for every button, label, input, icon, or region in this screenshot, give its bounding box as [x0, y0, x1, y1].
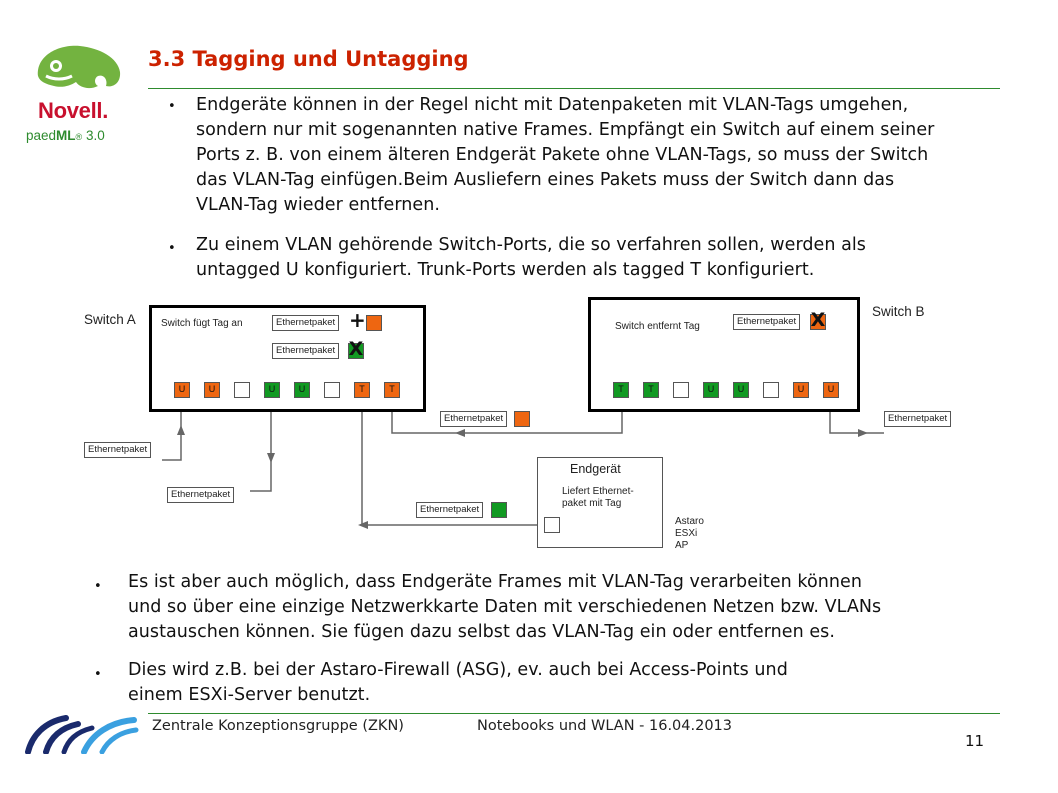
endgeraet-label: Endgerät: [570, 462, 621, 476]
paedml-strong: ML: [56, 128, 76, 143]
bullet-line: Es ist aber auch möglich, dass Endgeräte Frames mit VLAN-Tag verarbeiten können: [128, 572, 862, 592]
packet-switch-a-in: Ethernetpaket: [84, 442, 151, 458]
tag-green-endgeraet: [491, 502, 507, 518]
switch-a-port-8[interactable]: T: [384, 382, 400, 398]
packet-switch-a-out: Ethernetpaket: [167, 487, 234, 503]
x-symbol: X: [348, 338, 364, 360]
switch-a-port-7[interactable]: T: [354, 382, 370, 398]
footer-org: Zentrale Konzeptionsgruppe (ZKN): [152, 718, 404, 734]
bottom-bullet-2: [128, 658, 788, 708]
novell-wordmark: Novell.: [38, 98, 109, 123]
plus-symbol: +: [349, 308, 366, 332]
switch-b-packet: Ethernetpaket: [733, 314, 800, 330]
switch-b-port-1[interactable]: T: [613, 382, 629, 398]
bullet-dot: •: [94, 667, 102, 682]
bullet-dot: •: [168, 99, 176, 114]
bullet-line: austauschen können. Sie fügen dazu selbst das VLAN-Tag ein oder entfernen es.: [128, 622, 835, 642]
switch-a-port-4[interactable]: U: [264, 382, 280, 398]
page-number: 11: [965, 732, 985, 750]
switch-a-port-3[interactable]: [234, 382, 250, 398]
packet-switch-b-out: Ethernetpaket: [884, 411, 951, 427]
switch-a-caption: Switch fügt Tag an: [161, 318, 243, 329]
bullet-line: untagged U konfiguriert. Trunk-Ports werden als tagged T konfiguriert.: [196, 260, 815, 280]
bottom-bullet-1: [128, 570, 881, 645]
bullet-line: Endgeräte können in der Regel nicht mit Datenpaketen mit VLAN-Tags umgehen,: [196, 95, 909, 115]
paedml-wordmark: paedML® 3.0: [26, 128, 105, 143]
bullet-line: sondern nur mit sogenannten native Frames. Empfängt ein Switch auf einem seiner: [196, 120, 935, 140]
endgeraet-desc-2: paket mit Tag: [562, 498, 622, 509]
packet-trunk: Ethernetpaket: [440, 411, 507, 427]
footer-doc: Notebooks und WLAN - 16.04.2013: [477, 718, 733, 734]
device-ap: AP: [675, 540, 689, 551]
arrow-right-b8: [858, 429, 868, 437]
zkn-logo-icon: [22, 712, 142, 754]
switch-b-label: Switch B: [872, 304, 925, 319]
switch-a-port-1[interactable]: U: [174, 382, 190, 398]
switch-b-port-3[interactable]: [673, 382, 689, 398]
device-astaro: Astaro: [675, 516, 704, 527]
bullet-line: das VLAN-Tag einfügen.Beim Ausliefern eines Pakets muss der Switch dann das: [196, 170, 895, 190]
bullet-line: Ports z. B. von einem älteren Endgerät Pakete ohne VLAN-Tags, so muss der Switch: [196, 145, 929, 165]
switch-a-port-2[interactable]: U: [204, 382, 220, 398]
switch-a-port-5[interactable]: U: [294, 382, 310, 398]
switch-b-caption: Switch entfernt Tag: [615, 321, 700, 332]
endgeraet-port[interactable]: [544, 517, 560, 533]
device-esxi: ESXi: [675, 528, 698, 539]
bullet-line: und so über eine einzige Netzwerkkarte Daten mit verschiedenen Netzen bzw. VLANs: [128, 597, 882, 617]
device-list: [675, 516, 704, 552]
switch-b-port-2[interactable]: T: [643, 382, 659, 398]
bullet-line: einem ESXi-Server benutzt.: [128, 685, 371, 705]
bullet-line: Zu einem VLAN gehörende Switch-Ports, die so verfahren sollen, werden als: [196, 235, 866, 255]
paedml-version: 3.0: [85, 128, 105, 143]
paedml-prefix: paed: [26, 128, 57, 143]
x-symbol: X: [810, 309, 826, 331]
packet-endgeraet: Ethernetpaket: [416, 502, 483, 518]
bullet-dot: •: [168, 241, 176, 256]
arrow-left-trunk: [455, 429, 465, 437]
switch-b-port-7[interactable]: U: [793, 382, 809, 398]
footer-rule: [148, 713, 1000, 714]
page-title: 3.3 Tagging und Untagging: [148, 47, 469, 71]
switch-b-port-4[interactable]: U: [703, 382, 719, 398]
endgeraet-desc-1: Liefert Ethernet-: [562, 486, 634, 497]
switch-a-packet-untagged: Ethernetpaket: [272, 315, 339, 331]
switch-a-label: Switch A: [84, 312, 136, 327]
switch-a-packet-green: Ethernetpaket: [272, 343, 339, 359]
bullet-line: VLAN-Tag wieder entfernen.: [196, 195, 441, 215]
bullet-line: Dies wird z.B. bei der Astaro-Firewall (ASG), ev. auch bei Access-Points und: [128, 660, 788, 680]
tag-orange-trunk: [514, 411, 530, 427]
switch-a-port-6[interactable]: [324, 382, 340, 398]
tag-orange: [366, 315, 382, 331]
arrow-down-a4: [267, 453, 275, 463]
switch-b-port-6[interactable]: [763, 382, 779, 398]
switch-b-port-8[interactable]: U: [823, 382, 839, 398]
arrow-left-endgeraet: [358, 521, 368, 529]
bullet-dot: •: [94, 579, 102, 594]
switch-b-port-5[interactable]: U: [733, 382, 749, 398]
arrow-up-a1: [177, 425, 185, 435]
endgeraet: [537, 457, 663, 548]
